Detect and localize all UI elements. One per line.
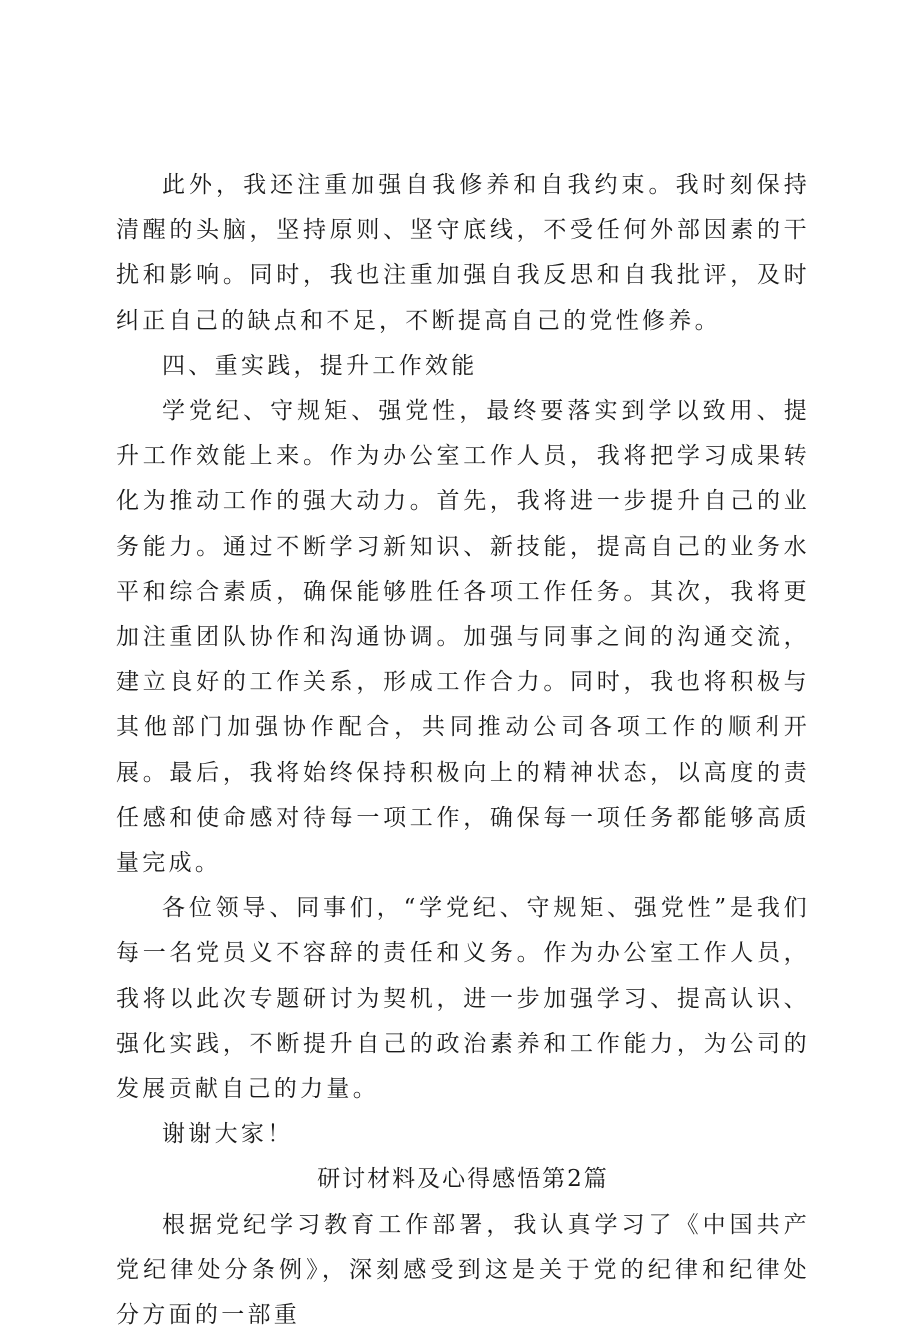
- section-title-part-2: 研讨材料及心得感悟第2篇: [317, 1166, 609, 1193]
- paragraph-part-2-intro: 根据党纪学习教育工作部署，我认真学习了《中国共产党纪律处分条例》，深刻感受到这是关于党的纪律和纪律处分方面的一部重: [116, 1211, 810, 1329]
- closing-thanks: 谢谢大家！: [162, 1121, 294, 1148]
- section-heading-four: 四、重实践，提升工作效能: [162, 352, 478, 379]
- paragraph-conclusion: 各位领导、同事们，“学党纪、守规矩、强党性”是我们每一名党员义不容辞的责任和义务。作为办公室工作人员，我将以此次专题研讨为契机，进一步加强学习、提高认识、强化实践，不断提升自己的政治素养和工作能力，为公司的发展贡献自己的力量。: [116, 895, 810, 1103]
- paragraph-work-efficiency: 学党纪、守规矩、强党性，最终要落实到学以致用、提升工作效能上来。作为办公室工作人员，我将把学习成果转化为推动工作的强大动力。首先，我将进一步提升自己的业务能力。通过不断学习新知识、新技能，提高自己的业务水平和综合素质，确保能够胜任各项工作任务。其次，我将更加注重团队协作和沟通协调。加强与同事之间的沟通交流，建立良好的工作关系，形成工作合力。同时，我也将积极与其他部门加强协作配合，共同推动公司各项工作的顺利开展。最后，我将始终保持积极向上的精神状态，以高度的责任感和使命感对待每一项工作，确保每一项任务都能够高质量完成。: [116, 398, 810, 877]
- paragraph-self-discipline: 此外，我还注重加强自我修养和自我约束。我时刻保持清醒的头脑，坚持原则、坚守底线，不受任何外部因素的干扰和影响。同时，我也注重加强自我反思和自我批评，及时纠正自己的缺点和不足，不断提高自己的党性修养。: [116, 172, 810, 334]
- document-body: [116, 163, 810, 1338]
